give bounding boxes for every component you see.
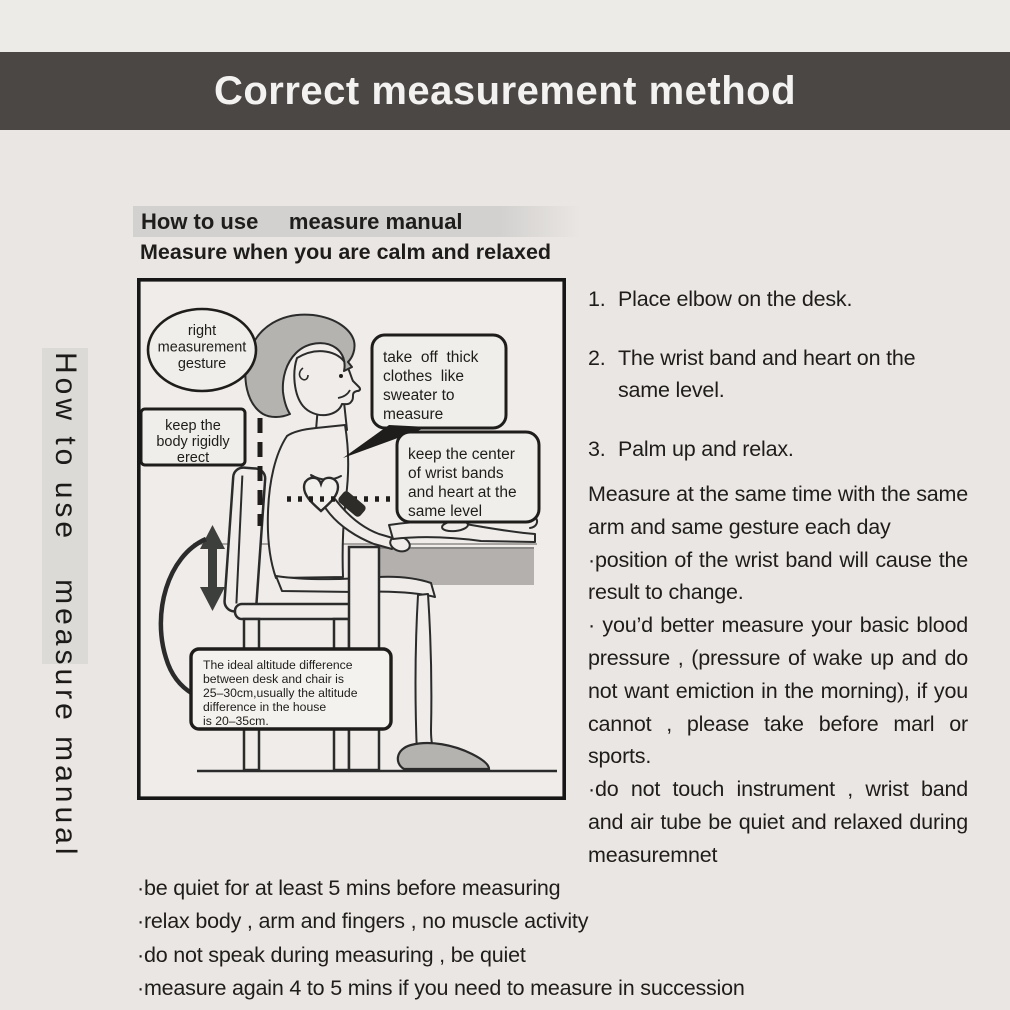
step-number: 1. xyxy=(588,287,606,311)
svg-text:right: right xyxy=(187,323,217,339)
step-1 xyxy=(588,283,972,315)
callout-wrist-level xyxy=(397,432,539,522)
svg-text:difference in the house: difference in the house xyxy=(203,700,327,714)
svg-text:same level: same level xyxy=(408,503,483,520)
svg-text:measure: measure xyxy=(383,406,444,423)
svg-text:and heart at the: and heart at the xyxy=(408,484,517,501)
svg-text:keep the center: keep the center xyxy=(408,446,515,463)
tip-item: ·be quiet for at least 5 mins before measuring xyxy=(137,876,561,900)
svg-text:gesture: gesture xyxy=(177,356,227,372)
step-number: 2. xyxy=(588,346,606,370)
svg-text:is 20–35cm.: is 20–35cm. xyxy=(203,714,269,728)
tip-item: ·do not speak during measuring , be quiet xyxy=(137,942,526,967)
step-2 xyxy=(588,342,972,406)
instruction-steps xyxy=(588,283,972,465)
svg-text:of wrist bands: of wrist bands xyxy=(408,465,504,482)
measurement-notes xyxy=(588,478,968,872)
svg-text:erect: erect xyxy=(176,450,210,466)
page-title: Correct measurement method xyxy=(213,69,797,113)
note-paragraph: Measure at the same time with the same arm and same gesture each day xyxy=(588,482,968,539)
svg-text:body rigidly: body rigidly xyxy=(156,434,230,450)
callout-erect xyxy=(141,409,245,466)
section-subtitle: Measure when you are calm and relaxed xyxy=(140,240,552,264)
tip-item: ·relax body , arm and fingers , no muscle activity xyxy=(137,909,589,934)
svg-text:keep the: keep the xyxy=(165,418,221,434)
step-text: Place elbow on the desk. xyxy=(618,287,853,311)
step-number: 3. xyxy=(588,437,606,461)
title-bar xyxy=(0,52,1010,130)
note-paragraph: ·position of the wrist band will cause the result to change. xyxy=(588,547,968,605)
section-title: How to use measure manual xyxy=(133,206,581,237)
eye xyxy=(339,374,343,378)
posture-illustration xyxy=(137,278,566,800)
svg-text:measurement: measurement xyxy=(157,339,247,356)
tip-item: ·measure again 4 to 5 mins if you need to measure in succession xyxy=(137,976,745,1001)
bottom-tips xyxy=(137,872,957,1006)
svg-text:between desk and chair is: between desk and chair is xyxy=(203,672,344,686)
posture-diagram xyxy=(137,278,566,800)
step-3 xyxy=(588,433,972,465)
note-paragraph: ·do not touch instrument , wrist band and air tube be quiet and relaxed during measuremnet xyxy=(588,777,968,867)
svg-text:take off thick: take off thick xyxy=(383,349,479,366)
svg-text:sweater to: sweater to xyxy=(383,387,455,404)
note-paragraph: · you’d better measure your basic blood pressure , (pressure of wake up and do not want emiction in the morning), if you cannot , please take before marl or sports. xyxy=(588,613,968,769)
svg-text:25–30cm,usually the altitude: 25–30cm,usually the altitude xyxy=(203,686,358,700)
callout-gesture xyxy=(148,309,256,391)
top-margin-strip xyxy=(0,0,1010,52)
side-vertical-label: How to use measure manual xyxy=(49,352,82,859)
step-text: The wrist band and heart on the same level. xyxy=(618,346,916,402)
svg-text:clothes like: clothes like xyxy=(383,368,464,385)
svg-text:The ideal altitude difference: The ideal altitude difference xyxy=(203,658,353,672)
callout-altitude xyxy=(191,649,391,729)
step-text: Palm up and relax. xyxy=(618,437,794,461)
